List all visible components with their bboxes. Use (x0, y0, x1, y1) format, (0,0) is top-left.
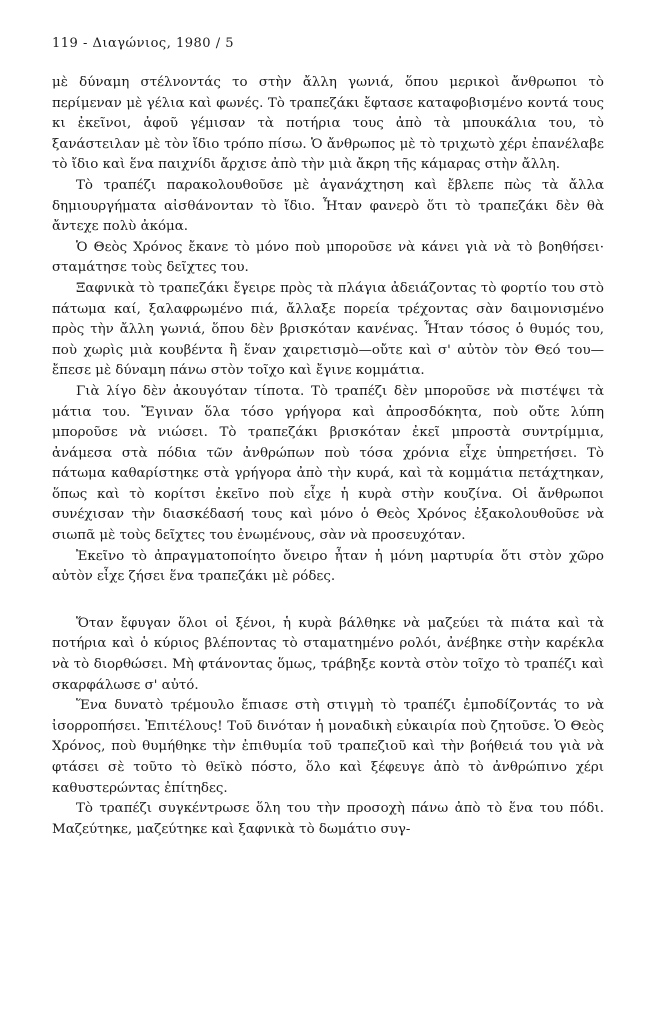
section-2 (52, 614, 604, 841)
paragraph: Ξαφνικὰ τὸ τραπεζάκι ἔγειρε πρὸς τὰ πλάγια ἀδειάζοντας τὸ φορτίο του στὸ πάτωμα καί, ξαλαφρωμένο πιά, ἄλλαξε πορεία τρέχοντας σὰν δαιμονισμένο πρὸς τὴν ἄλλη γωνιά, ὅπου δὲν βρισκόταν κανένας. Ἦταν τόσος ὁ θυμός του, ποὺ χωρὶς μιὰ κουβέντα ἢ ἕναν χαιρετισμὸ—οὔτε καὶ σ' αὐτὸν τὸν Θεό του—ἔπεσε μὲ δύναμη πάνω στὸν τοῖχο καὶ ἔγινε κομμάτια. (52, 280, 604, 379)
section-break (52, 588, 604, 614)
running-header: 119 - Διαγώνιος, 1980 / 5 (52, 36, 234, 51)
paragraph: Ἐκεῖνο τὸ ἀπραγματοποίητο ὄνειρο ἦταν ἡ μόνη μαρτυρία ὅτι στὸν χῶρο αὐτὸν εἶχε ζήσει ἕνα τραπεζάκι μὲ ρόδες. (52, 548, 604, 585)
paragraph: Τὸ τραπέζι παρακολουθοῦσε μὲ ἀγανάχτηση καὶ ἔβλεπε πὼς τὰ ἄλλα δημιουργήματα αἰσθάνονταν τὸ ἴδιο. Ἦταν φανερὸ ὅτι τὸ τραπεζάκι δὲν θὰ ἄντεχε πολὺ ἀκόμα. (52, 177, 604, 235)
section-1 (52, 73, 604, 588)
body-text (52, 73, 604, 840)
paragraph: Ὅταν ἔφυγαν ὅλοι οἱ ξένοι, ἡ κυρὰ βάλθηκε νὰ μαζεύει τὰ πιάτα καὶ τὰ ποτήρια καὶ ὁ κύριος βλέποντας τὸ σταματημένο ρολόι, ἀνέβηκε στὴν καρέκλα νὰ τὸ διορθώσει. Μὴ φτάνοντας ὅμως, τράβηξε κοντὰ στὸν τοῖχο τὸ τραπέζι καὶ σκαρφάλωσε σ' αὐτό. (52, 615, 604, 693)
paragraph: μὲ δύναμη στέλνοντάς το στὴν ἄλλη γωνιά, ὅπου μερικοὶ ἄνθρωποι τὸ περίμεναν μὲ γέλια καὶ φωνές. Τὸ τραπεζάκι ἔφτασε καταφοβισμένο κοντά τους κι ἐκεῖνοι, ἀφοῦ γέμισαν τὰ ποτήρια τους ἀπὸ τὰ μπουκάλια του, τὸ ξανάστειλαν μὲ τὸν ἴδιο τρόπο πίσω. Ὁ ἄνθρωπος μὲ τὸ τριχωτὸ χέρι ἐπανέλαβε τὸ ἴδιο καὶ ἕνα παιχνίδι ἄρχισε ἀπὸ τὴν μιὰ ἄκρη τῆς κάμαρας στὴν ἄλλη. (52, 75, 604, 173)
paragraph: Ἕνα δυνατὸ τρέμουλο ἔπιασε στὴ στιγμὴ τὸ τραπέζι ἐμποδίζοντάς το νὰ ἰσορροπήσει. Ἐπιτέλους! Τοῦ δινόταν ἡ μοναδικὴ εὐκαιρία ποὺ ζητοῦσε. Ὁ Θεὸς Χρόνος, ποὺ θυμήθηκε τὴν ἐπιθυμία τοῦ τραπεζιοῦ καὶ τὴν βοήθειά του γιὰ νὰ φτάσει σὲ τοῦτο τὸ θεϊκὸ πόστο, ὅλο καὶ ξέφευγε ἀπὸ τὸ ἀνθρώπινο χέρι καθυστερώντας ἐπίτηδες. (52, 698, 604, 796)
paragraph: Τὸ τραπέζι συγκέντρωσε ὅλη του τὴν προσοχὴ πάνω ἀπὸ τὸ ἕνα του πόδι. Μαζεύτηκε, μαζεύτηκε καὶ ξαφνικὰ τὸ δωμάτιο συγ- (52, 801, 604, 837)
paragraph: Ὁ Θεὸς Χρόνος ἔκανε τὸ μόνο ποὺ μποροῦσε νὰ κάνει γιὰ νὰ τὸ βοηθήσει· σταμάτησε τοὺς δεῖχτες του. (52, 239, 604, 276)
paragraph: Γιὰ λίγο δὲν ἀκουγόταν τίποτα. Τὸ τραπέζι δὲν μποροῦσε νὰ πιστέψει τὰ μάτια του. Ἔγιναν ὅλα τόσο γρήγορα καὶ ἀπροσδόκητα, ποὺ οὔτε λύπη μποροῦσε νὰ νιώσει. Τὸ τραπεζάκι βρισκόταν ἐκεῖ μπροστὰ συντρίμμια, ἀνάμεσα στὰ πόδια τῶν ἀνθρώπων ποὺ τόσα χρόνια εἶχε ὑπηρετήσει. Τὸ πάτωμα καθαρίστηκε στὰ γρήγορα ἀπὸ τὴν κυρά, καὶ τὰ κομμάτια πετάχτηκαν, ὅπως καὶ τὸ κορίτσι ἐκεῖνο ποὺ εἶχε ἡ κυρὰ στὴν κουζίνα. Οἱ ἄνθρωποι συνέχισαν τὴν διασκέδασή τους καὶ μόνο ὁ Θεὸς Χρόνος ἐξακολουθοῦσε νὰ σιωπᾶ μὲ τοὺς δεῖχτες του ἐνωμένους, σὰν νὰ προσευχόταν. (52, 383, 604, 544)
